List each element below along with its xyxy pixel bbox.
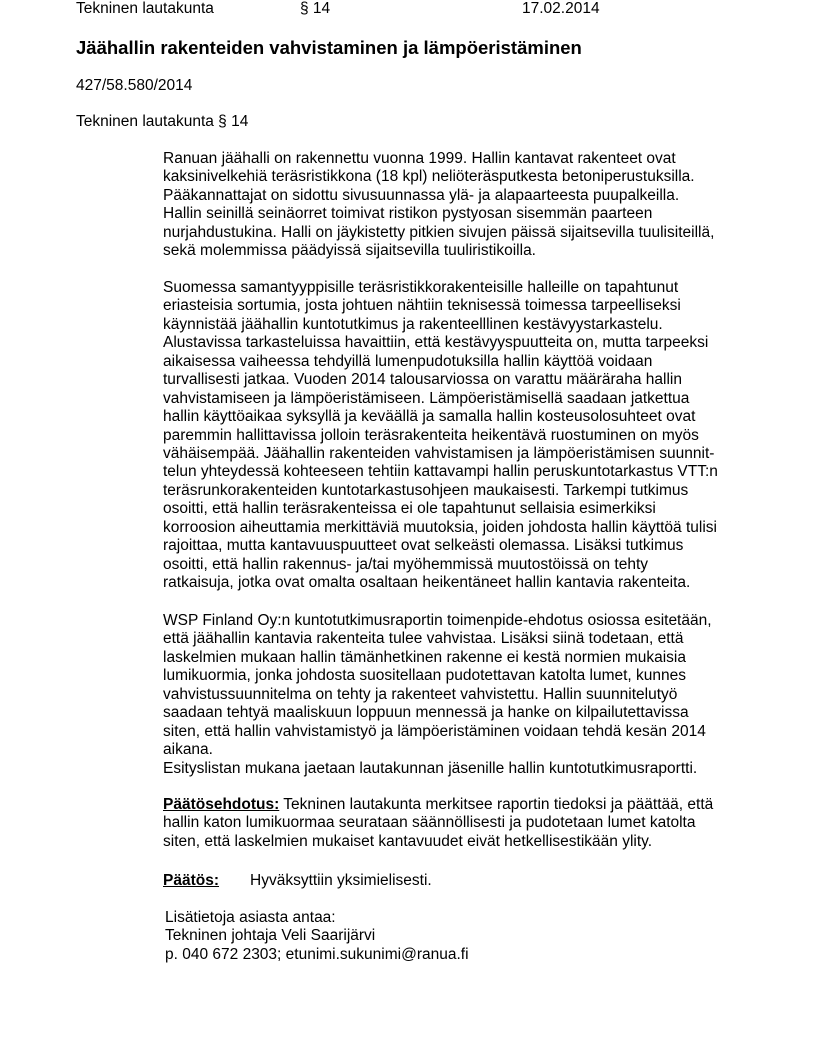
paragraph-line: Pääkannattajat on sidottu sivusuunnassa ylä- ja alapaarteesta puupalkeilla. xyxy=(163,186,680,204)
header-section: § 14 xyxy=(300,0,331,17)
paragraph-line: Suomessa samantyyppisille teräsristikkorakenteisille halleille on tapahtunut xyxy=(163,279,679,296)
decision-text: Hyväksyttiin yksimielisesti. xyxy=(250,872,432,889)
paragraph-line: käynnistää jäähallin kuntotutkimus ja rakenteelllinen kestävyystarkastelu. xyxy=(163,315,663,333)
paragraph-line: laskelmien mukaan hallin tämänhetkinen rakenne ei kestä normien mukaisia xyxy=(163,648,686,666)
contact-line: Tekninen johtaja Veli Saarijärvi xyxy=(165,927,376,945)
reference-number: 427/58.580/2014 xyxy=(76,77,193,94)
paragraph-line: että jäähallin kantavia rakenteita tulee vahvistaa. Lisäksi siinä todetaan, että xyxy=(163,630,684,648)
contact-info xyxy=(165,909,469,964)
paragraph-line: Alustavissa tarkasteluissa havaittiin, että kestävyyspuutteita on, mutta tarpeeksi xyxy=(163,334,709,352)
paragraph-line: hallin käyttöaikaa syksyllä ja keväällä ja samalla hallin kosteusolosuhteet ovat xyxy=(163,408,696,426)
paragraph-line: eriasteisia sortumia, josta johtuen nähtiin teknisessä toimessa tarpeelliseksi xyxy=(163,297,681,315)
paragraph-line: kaksinivelkehiä teräsristikkona (18 kpl) neliöteräsputkesta betoniperustuksilla. xyxy=(163,168,695,186)
paragraph-line: Esityslistan mukana jaetaan lautakunnan jäsenille hallin kuntotutkimusraportti. xyxy=(163,759,698,777)
paragraph-line: aikaisessa vaiheessa tehdyillä lumenpudotuksilla hallin käyttöä voidaan xyxy=(163,352,653,370)
paragraph-line: osoitti, että hallin rakennus- ja/tai myöhemmissä muutostöissä on tehty xyxy=(163,555,649,573)
paragraph-line: osoitti, että hallin teräsrakenteissa ei ole tapahtunut sellaisia esimerkiksi xyxy=(163,500,656,518)
paragraph-line: korroosion aiheuttamia merkittäviä muutoksia, joiden johdosta hallin käyttöä tulisi xyxy=(163,518,717,536)
paragraph-line: WSP Finland Oy:n kuntotutkimusraportin toimenpide-ehdotus osiossa esitetään, xyxy=(163,612,712,629)
proposal-line: siten, että laskelmien mukaiset kantavuudet eivät hetkellisestikään ylity. xyxy=(163,832,653,850)
document-title: Jäähallin rakenteiden vahvistaminen ja lämpöeristäminen xyxy=(76,37,582,58)
paragraph-line: Hallin seinillä seinäorret toimivat ristikon pystyosan sisemmän paarteen xyxy=(163,205,653,223)
paragraph-line: turvallisesti jatkaa. Vuoden 2014 talousarviossa on varattu määräraha hallin xyxy=(163,371,682,389)
paragraph-line: Ranuan jäähalli on rakennettu vuonna 1999. Hallin kantavat rakenteet ovat xyxy=(163,150,676,167)
paragraph-3 xyxy=(163,612,712,778)
paragraph-line: sekä molemmissa päädyissä sijaitsevilla tuuliristikoilla. xyxy=(163,242,536,260)
decision-label: Päätös: xyxy=(163,872,219,889)
paragraph-line: paremmin hallittavissa jolloin teräsrakenteita heikentävä ruostuminen on myös xyxy=(163,426,699,444)
proposal-line: Tekninen lautakunta merkitsee raportin tiedoksi ja päättää, että xyxy=(279,796,714,813)
paragraph-line: rajoittaa, mutta kantavuuspuutteet ovat selkeästi olemassa. Lisäksi tutkimus xyxy=(163,537,684,555)
paragraph-line: aikana. xyxy=(163,741,213,759)
paragraph-line: vahvistussuunnitelma on tehty ja rakenteet vahvistettu. Hallin suunnitelutyö xyxy=(163,685,678,703)
proposal-paragraph xyxy=(163,796,713,851)
paragraph-line: ratkaisuja, jotka ovat omalta osaltaan heikentäneet hallin kantavia rakenteita. xyxy=(163,574,691,591)
header-committee: Tekninen lautakunta xyxy=(76,0,214,17)
proposal-line: hallin katon lumikuormaa seurataan säännöllisesti ja pudotetaan lumet katolta xyxy=(163,814,696,832)
paragraph-line: teräsrunkorakenteiden kuntotarkastusohjeen maukaisesti. Tarkempi tutkimus xyxy=(163,481,689,499)
contact-line: p. 040 672 2303; etunimi.sukunimi@ranua.fi xyxy=(165,945,469,963)
proposal-label: Päätösehdotus: xyxy=(163,796,280,813)
section-heading: Tekninen lautakunta § 14 xyxy=(76,113,249,130)
paragraph-line: vahvistamiseen ja lämpöeristämiseen. Lämpöeristämisellä saadaan jatkettua xyxy=(163,389,690,407)
paragraph-line: lumikuormia, jonka johdosta suositellaan pudotettavan katolta lumet, kunnes xyxy=(163,667,687,685)
header-date: 17.02.2014 xyxy=(522,0,600,17)
paragraph-line: siten, että hallin vahvistamistyö ja lämpöeristäminen voidaan tehdä kesän 2014 xyxy=(163,722,706,740)
paragraph-line: saadaan tehtyä maaliskuun loppuun mennessä ja hanke on kilpailutettavissa xyxy=(163,704,689,722)
paragraph-line: telun yhteydessä kohteeseen tehtiin kattavampi hallin peruskuntotarkastus VTT:n xyxy=(163,463,718,481)
paragraph-line: nurjahdustukina. Halli on jäykistetty pitkien sivujen päissä sijaitsevilla tuulisiteillä, xyxy=(163,223,715,241)
paragraph-1 xyxy=(163,150,714,261)
decision-paragraph xyxy=(163,872,432,890)
contact-line: Lisätietoja asiasta antaa: xyxy=(165,909,336,926)
paragraph-line: vähäisempää. Jäähallin rakenteiden vahvistamisen ja lämpöeristämisen suunnit- xyxy=(163,444,715,462)
paragraph-2 xyxy=(163,279,718,592)
